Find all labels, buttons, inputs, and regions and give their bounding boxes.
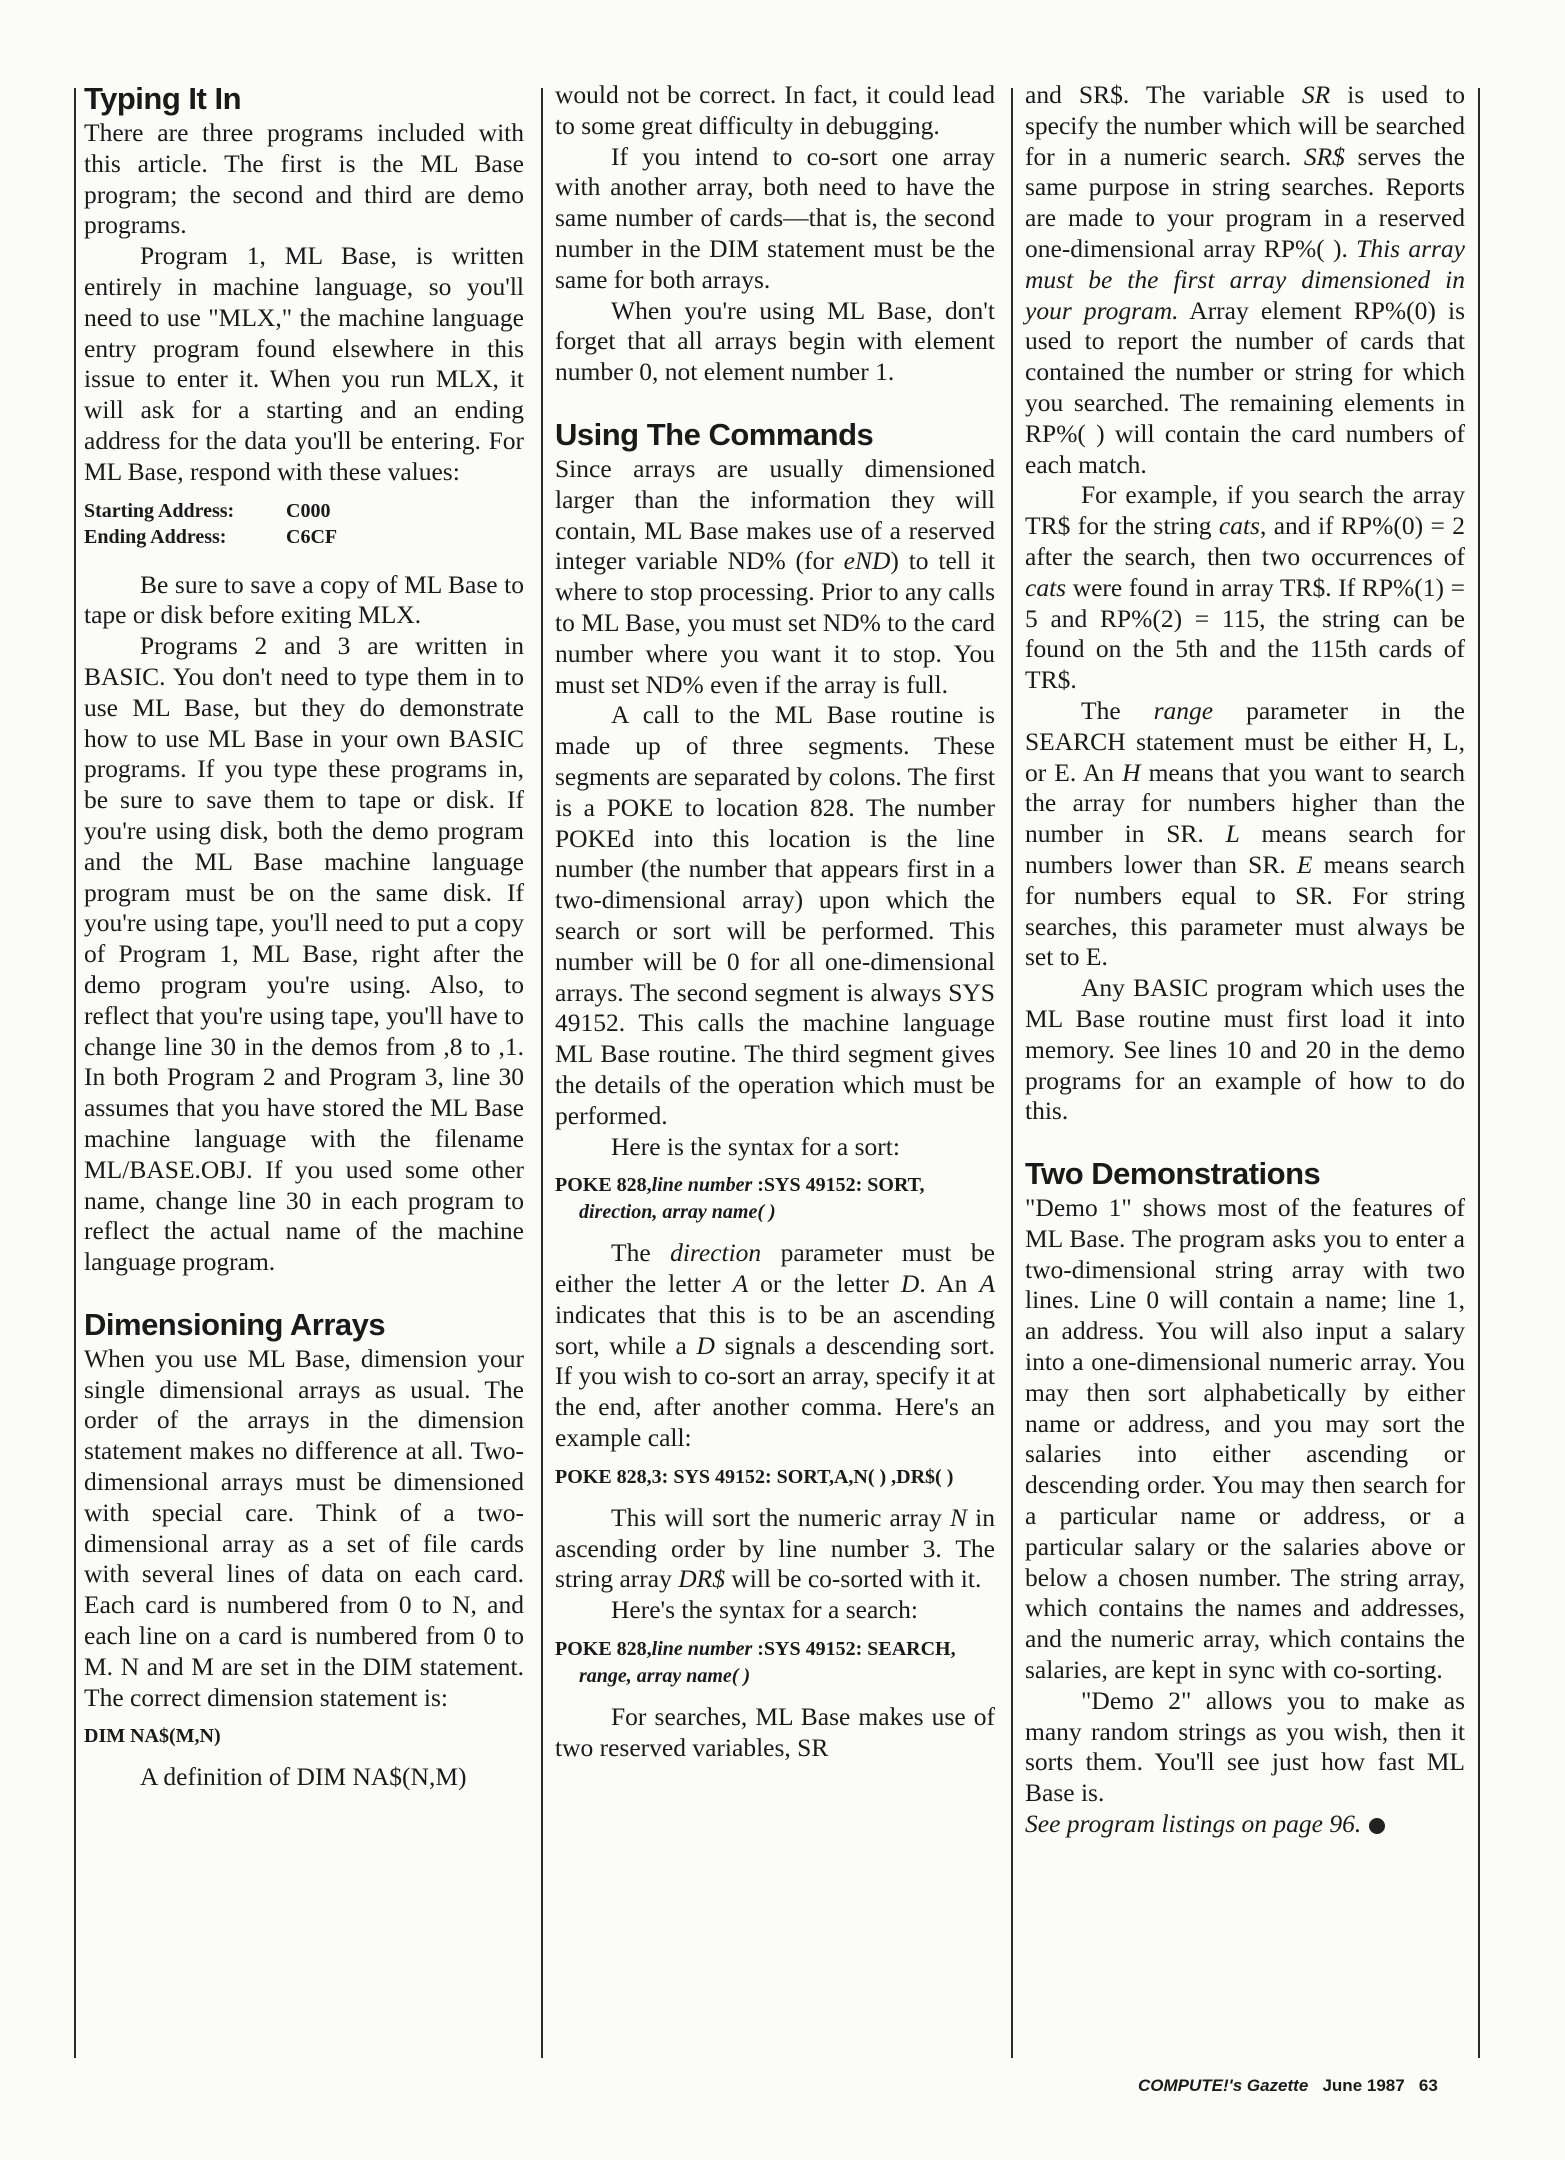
address-block	[84, 498, 524, 550]
paragraph: When you use ML Base, dimension your single dimensional arrays as usual. The order of the arrays in the dimension statement makes no difference at all. Two-dimensional arrays must be dimensioned with special care. Think of a two-dimensional array as a set of file cards with several lines of data on each card. Each card is numbered from 0 to N, and each line on a card is numbered from 0 to M. N and M are set in the DIM statement. The correct dimension statement is:	[84, 1343, 524, 1712]
column-rule-1	[541, 88, 543, 2058]
heading-typing-it-in: Typing It In	[84, 81, 242, 116]
page-footer	[1138, 2076, 1438, 2096]
column-2	[555, 80, 995, 1764]
paragraph: This will sort the numeric array N in ascending order by line number 3. The string array DR$ will be co-sorted with it.	[555, 1502, 995, 1594]
paragraph: The range parameter in the SEARCH statement must be either H, L, or E. An H means that you want to search the array for numbers higher than the number in SR. L means search for numbers lower than SR. E means search for numbers equal to SR. For string searches, this parameter must always be set to E.	[1025, 695, 1466, 972]
paragraph: For example, if you search the array TR$ for the string cats, and if RP%(0) = 2 after the search, then two occurrences of cats were found in array TR$. If RP%(1) = 5 and RP%(2) = 115, the string can be found on the 5th and the 115th cards of TR$.	[1025, 480, 1465, 695]
paragraph: "Demo 2" allows you to make as many random strings as you wish, then it sorts them. You'll see just how fast ML Base is.	[1025, 1685, 1465, 1808]
paragraph: "Demo 1" shows most of the features of ML Base. The program asks you to enter a two-dimensional string array with two lines. Line 0 will contain a name; line 1, an address. You will also input a salary into a one-dimensional numeric array. You may then sort alphabetically by either name or address, and you may sort the salaries into either ascending or descending order. You may then search for a particular name or address, or a particular salary or the salaries above or below a chosen number. The string array, which contains the names and addresses, and the numeric array, which contains the salaries, are kept in sync with co-sorting.	[1025, 1193, 1465, 1685]
column-rule-2	[1011, 88, 1013, 2058]
paragraph: The direction parameter must be either the letter A or the letter D. An A indicates that this is to be an ascending sort, while a D signals a descending sort. If you wish to co-sort an array, specify it at the end, after another comma. Here's an example call:	[555, 1238, 996, 1453]
paragraph: Be sure to save a copy of ML Base to tape or disk before exiting MLX.	[84, 569, 524, 630]
column-3	[1025, 80, 1465, 1840]
column-1	[84, 80, 524, 1793]
paragraph: Program 1, ML Base, is written entirely in machine language, so you'll need to use "MLX," the machine language entry program found elsewhere in this issue to enter it. When you run MLX, it will ask for a starting and an ending address for the data you'll be entering. For ML Base, respond with these values:	[84, 241, 524, 486]
paragraph: Any BASIC program which uses the ML Base routine must first load it into memory. See lines 10 and 20 in the demo programs for an example of how to do this.	[1025, 973, 1465, 1126]
column-rule-right	[1478, 88, 1480, 2058]
column-rule-left	[74, 88, 76, 2058]
paragraph: Since arrays are usually dimensioned larger than the information they will contain, ML Base makes use of a reserved integer variable ND% (for eND) to tell it where to stop processing. Prior to any calls to ML Base, you must set ND% to the card number where you want it to stop. You must set ND% even if the array is full.	[555, 453, 995, 699]
paragraph: There are three programs included with this article. The first is the ML Base program; the second and third are demo programs.	[84, 118, 524, 240]
magazine-name: COMPUTE!'s Gazette	[1138, 2076, 1309, 2095]
code-dim-statement: DIM NA$(M,N)	[84, 1725, 221, 1748]
starting-address: Starting Address: C000	[84, 499, 331, 522]
paragraph: If you intend to co-sort one array with another array, both need to have the same number of cards—that is, the second number in the DIM statement must be the same for both arrays.	[555, 141, 995, 294]
paragraph: Here's the syntax for a search:	[611, 1595, 918, 1625]
issue-date: June 1987	[1322, 2076, 1405, 2095]
heading-two-demonstrations: Two Demonstrations	[1025, 1156, 1321, 1192]
paragraph: Here is the syntax for a sort:	[611, 1131, 900, 1161]
paragraph: Programs 2 and 3 are written in BASIC. You don't need to type them in to use ML Base, but they do demonstrate how to use ML Base in your own BASIC programs. If you type these programs in, be sure to save them to tape or disk. If you're using disk, both the demo program and the ML Base machine language program must be on the same disk. If you're using tape, you'll need to put a copy of Program 1, ML Base, right after the demo program you're using. Also, to reflect that you're using tape, you'll have to change line 30 in the demos from ,8 to ,1. In both Program 2 and Program 3, line 30 assumes that you have stored the ML Base machine language with the filename ML/BASE.OBJ. If you used some other name, change line 30 in each program to reflect the actual name of the machine language program.	[84, 631, 524, 1277]
end-mark-icon	[1369, 1818, 1385, 1834]
program-listings-note: See program listings on page 96.	[1025, 1809, 1465, 1840]
paragraph: When you're using ML Base, don't forget that all arrays begin with element number 0, not element number 1.	[555, 295, 995, 387]
code-sort-syntax: POKE 828,line number :SYS 49152: SORT, direction, array name( )	[555, 1174, 925, 1224]
code-search-syntax: POKE 828,line number :SYS 49152: SEARCH, range, array name( )	[555, 1638, 956, 1688]
heading-using-the-commands: Using The Commands	[555, 416, 874, 452]
paragraph: and SR$. The variable SR is used to specify the number which will be searched for in a numeric search. SR$ serves the same purpose in string searches. Reports are made to your program in a reserved one-dimensional array RP%( ). This array must be the first array dimensioned in your program. Array element RP%(0) is used to report the number of cards that contained the number or string for which you searched. The remaining elements in RP%( ) will contain the card numbers of each match.	[1025, 80, 1465, 479]
paragraph: A call to the ML Base routine is made up of three segments. These segments are separated by colons. The first is a POKE to location 828. The number POKEd into this location is the line number (the number that appears first in a two-dimensional array) upon which the search or sort will be performed. This number will be 0 for all one-dimensional arrays. The second segment is always SYS 49152. This calls the machine language ML Base routine. The third segment gives the details of the operation which must be performed.	[555, 700, 995, 1130]
ending-address: Ending Address: C6CF	[84, 525, 338, 548]
paragraph: A definition of DIM NA$(N,M)	[140, 1762, 467, 1792]
heading-dimensioning-arrays: Dimensioning Arrays	[84, 1306, 386, 1342]
paragraph: would not be correct. In fact, it could lead to some great difficulty in debugging.	[555, 80, 995, 140]
paragraph: For searches, ML Base makes use of two reserved variables, SR	[555, 1702, 995, 1762]
code-sort-example: POKE 828,3: SYS 49152: SORT,A,N( ) ,DR$( )	[555, 1465, 954, 1488]
page-number: 63	[1418, 2076, 1438, 2095]
